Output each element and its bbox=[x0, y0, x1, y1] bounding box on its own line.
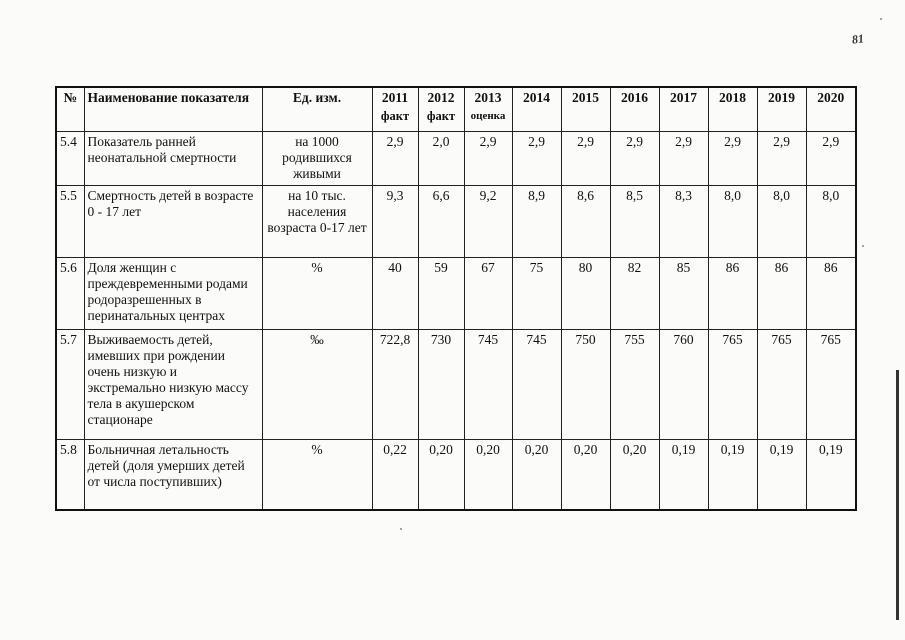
scan-edge-line bbox=[896, 370, 899, 620]
value-cell: 2,9 bbox=[610, 132, 659, 186]
value-cell: 755 bbox=[610, 330, 659, 440]
header-year-2012 bbox=[418, 87, 464, 132]
row-num: 5.4 bbox=[56, 132, 84, 186]
row-unit: % bbox=[262, 440, 372, 511]
row-num: 5.5 bbox=[56, 186, 84, 258]
value-cell: 2,9 bbox=[757, 132, 806, 186]
value-cell: 8,0 bbox=[757, 186, 806, 258]
value-cell: 8,3 bbox=[659, 186, 708, 258]
value-cell: 86 bbox=[708, 258, 757, 330]
year-sub: оценка bbox=[470, 110, 506, 122]
value-cell: 0,19 bbox=[659, 440, 708, 511]
value-cell: 760 bbox=[659, 330, 708, 440]
page-number: 81 bbox=[851, 31, 865, 47]
table-row bbox=[56, 440, 856, 511]
value-cell: 67 bbox=[464, 258, 512, 330]
header-year-2018 bbox=[708, 87, 757, 132]
value-cell: 0,19 bbox=[806, 440, 856, 511]
value-cell: 2,9 bbox=[806, 132, 856, 186]
value-cell: 730 bbox=[418, 330, 464, 440]
value-cell: 82 bbox=[610, 258, 659, 330]
year-label: 2014 bbox=[523, 90, 550, 105]
value-cell: 8,5 bbox=[610, 186, 659, 258]
header-row bbox=[56, 87, 856, 132]
row-name: Смертность детей в возрасте 0 - 17 лет bbox=[84, 186, 262, 258]
value-cell: 9,2 bbox=[464, 186, 512, 258]
year-label: 2019 bbox=[768, 90, 795, 105]
header-year-2013 bbox=[464, 87, 512, 132]
row-unit: ‰ bbox=[262, 330, 372, 440]
value-cell: 59 bbox=[418, 258, 464, 330]
value-cell: 0,19 bbox=[757, 440, 806, 511]
row-name: Показатель ранней неонатальной смертности bbox=[84, 132, 262, 186]
scan-speck bbox=[400, 528, 402, 530]
row-name: Выживаемость детей, имевших при рождении очень низкую и экстремально низкую массу тела в акушерском стационаре bbox=[84, 330, 262, 440]
value-cell: 2,9 bbox=[659, 132, 708, 186]
year-label: 2011 bbox=[381, 90, 409, 105]
value-cell: 8,0 bbox=[708, 186, 757, 258]
value-cell: 750 bbox=[561, 330, 610, 440]
year-sub: факт bbox=[426, 109, 456, 123]
year-label: 2016 bbox=[621, 90, 648, 105]
value-cell: 8,9 bbox=[512, 186, 561, 258]
value-cell: 745 bbox=[464, 330, 512, 440]
year-label: 2012 bbox=[427, 90, 455, 105]
indicators-table bbox=[55, 86, 857, 511]
value-cell: 2,9 bbox=[561, 132, 610, 186]
header-name: Наименование показателя bbox=[84, 87, 262, 132]
row-num: 5.8 bbox=[56, 440, 84, 511]
year-sub: факт bbox=[380, 109, 410, 123]
header-year-2019 bbox=[757, 87, 806, 132]
header-year-2020 bbox=[806, 87, 856, 132]
year-label: 2017 bbox=[670, 90, 697, 105]
value-cell: 0,20 bbox=[610, 440, 659, 511]
row-name: Доля женщин с преждевременными родами родоразрешенных в перинатальных центрах bbox=[84, 258, 262, 330]
value-cell: 0,20 bbox=[418, 440, 464, 511]
value-cell: 2,9 bbox=[372, 132, 418, 186]
value-cell: 85 bbox=[659, 258, 708, 330]
year-label: 2015 bbox=[572, 90, 599, 105]
header-year-2014 bbox=[512, 87, 561, 132]
value-cell: 6,6 bbox=[418, 186, 464, 258]
value-cell: 86 bbox=[757, 258, 806, 330]
header-unit: Ед. изм. bbox=[262, 87, 372, 132]
table-row bbox=[56, 186, 856, 258]
value-cell: 0,19 bbox=[708, 440, 757, 511]
value-cell: 0,22 bbox=[372, 440, 418, 511]
year-label: 2013 bbox=[474, 90, 502, 105]
row-num: 5.7 bbox=[56, 330, 84, 440]
value-cell: 765 bbox=[806, 330, 856, 440]
scan-speck bbox=[862, 245, 864, 247]
value-cell: 40 bbox=[372, 258, 418, 330]
value-cell: 745 bbox=[512, 330, 561, 440]
value-cell: 9,3 bbox=[372, 186, 418, 258]
header-year-2017 bbox=[659, 87, 708, 132]
value-cell: 2,0 bbox=[418, 132, 464, 186]
value-cell: 0,20 bbox=[512, 440, 561, 511]
value-cell: 765 bbox=[708, 330, 757, 440]
year-label: 2018 bbox=[719, 90, 746, 105]
row-unit: на 1000 родившихся живыми bbox=[262, 132, 372, 186]
row-name: Больничная летальность детей (доля умерших детей от числа поступивших) bbox=[84, 440, 262, 511]
row-num: 5.6 bbox=[56, 258, 84, 330]
row-unit: % bbox=[262, 258, 372, 330]
scan-speck bbox=[880, 18, 882, 20]
value-cell: 0,20 bbox=[464, 440, 512, 511]
value-cell: 86 bbox=[806, 258, 856, 330]
value-cell: 8,0 bbox=[806, 186, 856, 258]
value-cell: 722,8 bbox=[372, 330, 418, 440]
value-cell: 2,9 bbox=[464, 132, 512, 186]
value-cell: 80 bbox=[561, 258, 610, 330]
value-cell: 8,6 bbox=[561, 186, 610, 258]
value-cell: 2,9 bbox=[708, 132, 757, 186]
table-row bbox=[56, 258, 856, 330]
value-cell: 2,9 bbox=[512, 132, 561, 186]
header-year-2015 bbox=[561, 87, 610, 132]
table-row bbox=[56, 330, 856, 440]
year-label: 2020 bbox=[817, 90, 845, 105]
row-unit: на 10 тыс. населения возраста 0-17 лет bbox=[262, 186, 372, 258]
value-cell: 75 bbox=[512, 258, 561, 330]
header-year-2016 bbox=[610, 87, 659, 132]
value-cell: 765 bbox=[757, 330, 806, 440]
header-num: № bbox=[56, 87, 84, 132]
header-year-2011 bbox=[372, 87, 418, 132]
value-cell: 0,20 bbox=[561, 440, 610, 511]
table-row bbox=[56, 132, 856, 186]
